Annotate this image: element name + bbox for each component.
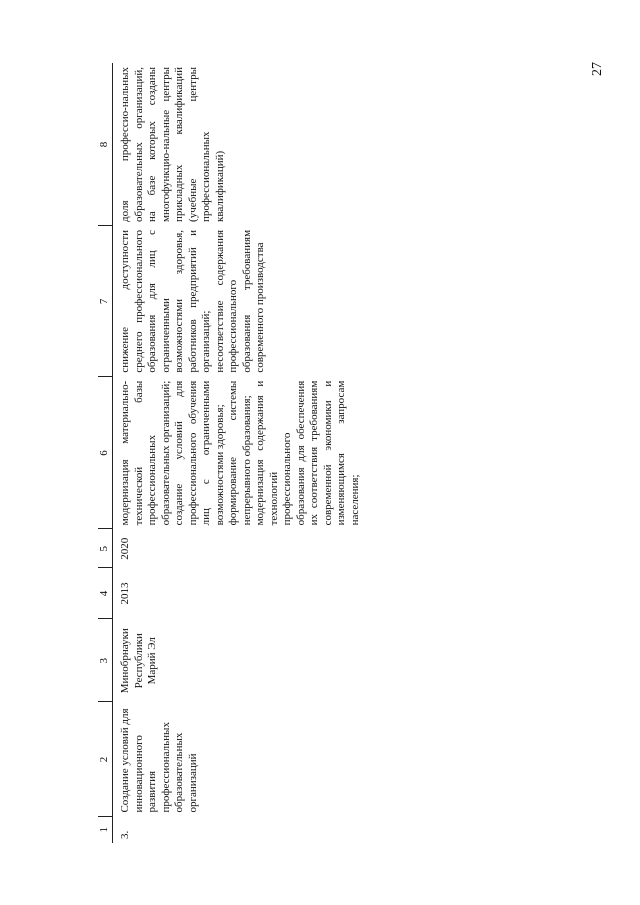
cell-measure-name: Создание условий для инновационного развития профессиональных образовательных организаций [119, 708, 199, 813]
rotated-table-region [98, 63, 610, 843]
cell-number: 3. [119, 830, 131, 839]
col-header-2: 2 [98, 702, 113, 816]
cell-content: модернизация материально-технической базы профессиональных образовательных организаций; создание условий для профессионального обучения лиц с ограниченными возможностями здоровья; формирование системы непрерывного образования; модернизация содержания и технологий профессионального образования для обеспечения их соответствия требованиям современной экономики и изменяющимся запросам населения; [119, 380, 361, 526]
col-header-3: 3 [98, 619, 113, 702]
page-number: 27 [590, 62, 605, 76]
program-table [98, 63, 362, 843]
cell-indicator: доля профессио-нальных образовательных организаций, на базе которых созданы многофункцио-нальные центры прикладных квалификаций (учебные центры профессиональных квалификаций) [119, 67, 226, 222]
col-header-5: 5 [98, 529, 113, 568]
col-header-6: 6 [98, 377, 113, 530]
col-header-8: 8 [98, 63, 113, 226]
col-header-7: 7 [98, 226, 113, 377]
col-header-4: 4 [98, 568, 113, 619]
column-number-row [98, 63, 113, 843]
cell-end-year: 2020 [119, 537, 131, 560]
table-row [113, 63, 363, 843]
col-header-1: 1 [98, 817, 113, 843]
cell-executor: Минобрнауки Республики Марий Эл [119, 628, 158, 694]
cell-consequences: снижение доступности среднего профессионального образования для лиц с ограниченными возможностями здоровья, работников предприятий и организаций; несоответствие содержания профессионального образования требованиям современного производства [119, 229, 266, 373]
cell-start-year: 2013 [119, 582, 131, 605]
